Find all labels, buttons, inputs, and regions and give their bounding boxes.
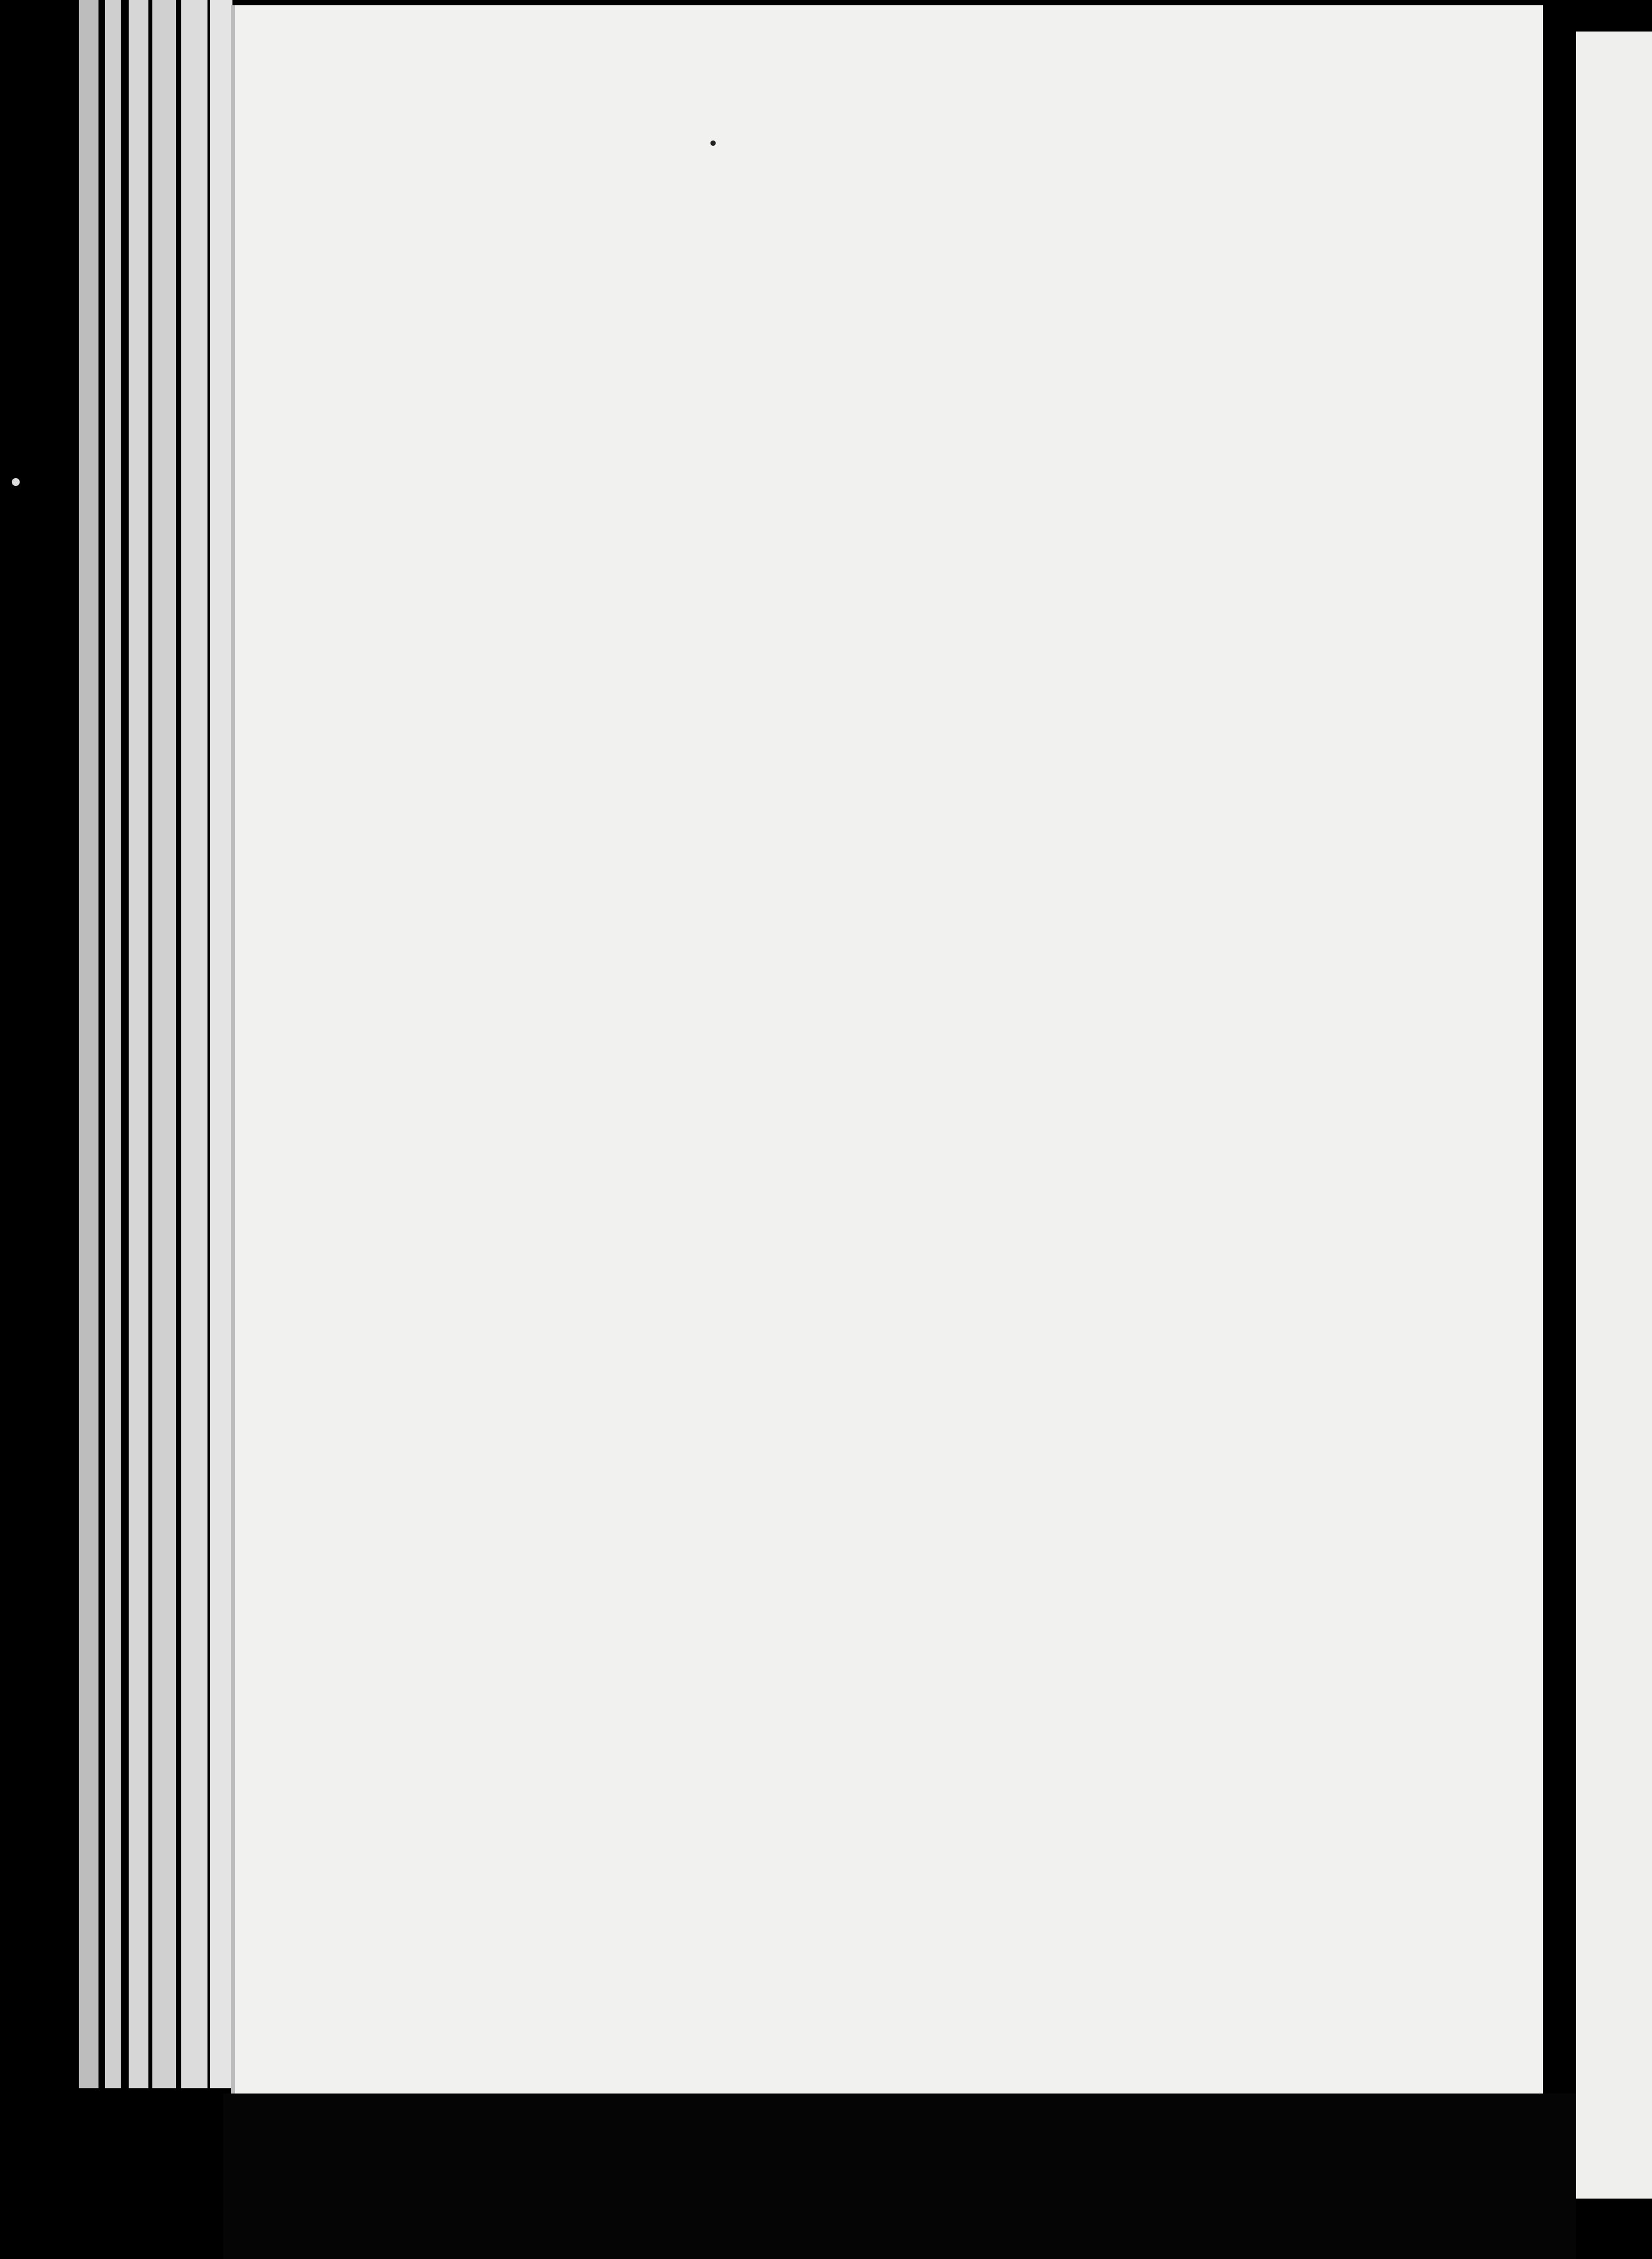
facing-page [1576,32,1652,2199]
book-edge [0,0,236,2259]
speck [710,141,716,146]
body-text [428,250,1483,278]
page-shadow [223,2094,1576,2259]
book-page [231,5,1543,2094]
speck [12,478,20,486]
